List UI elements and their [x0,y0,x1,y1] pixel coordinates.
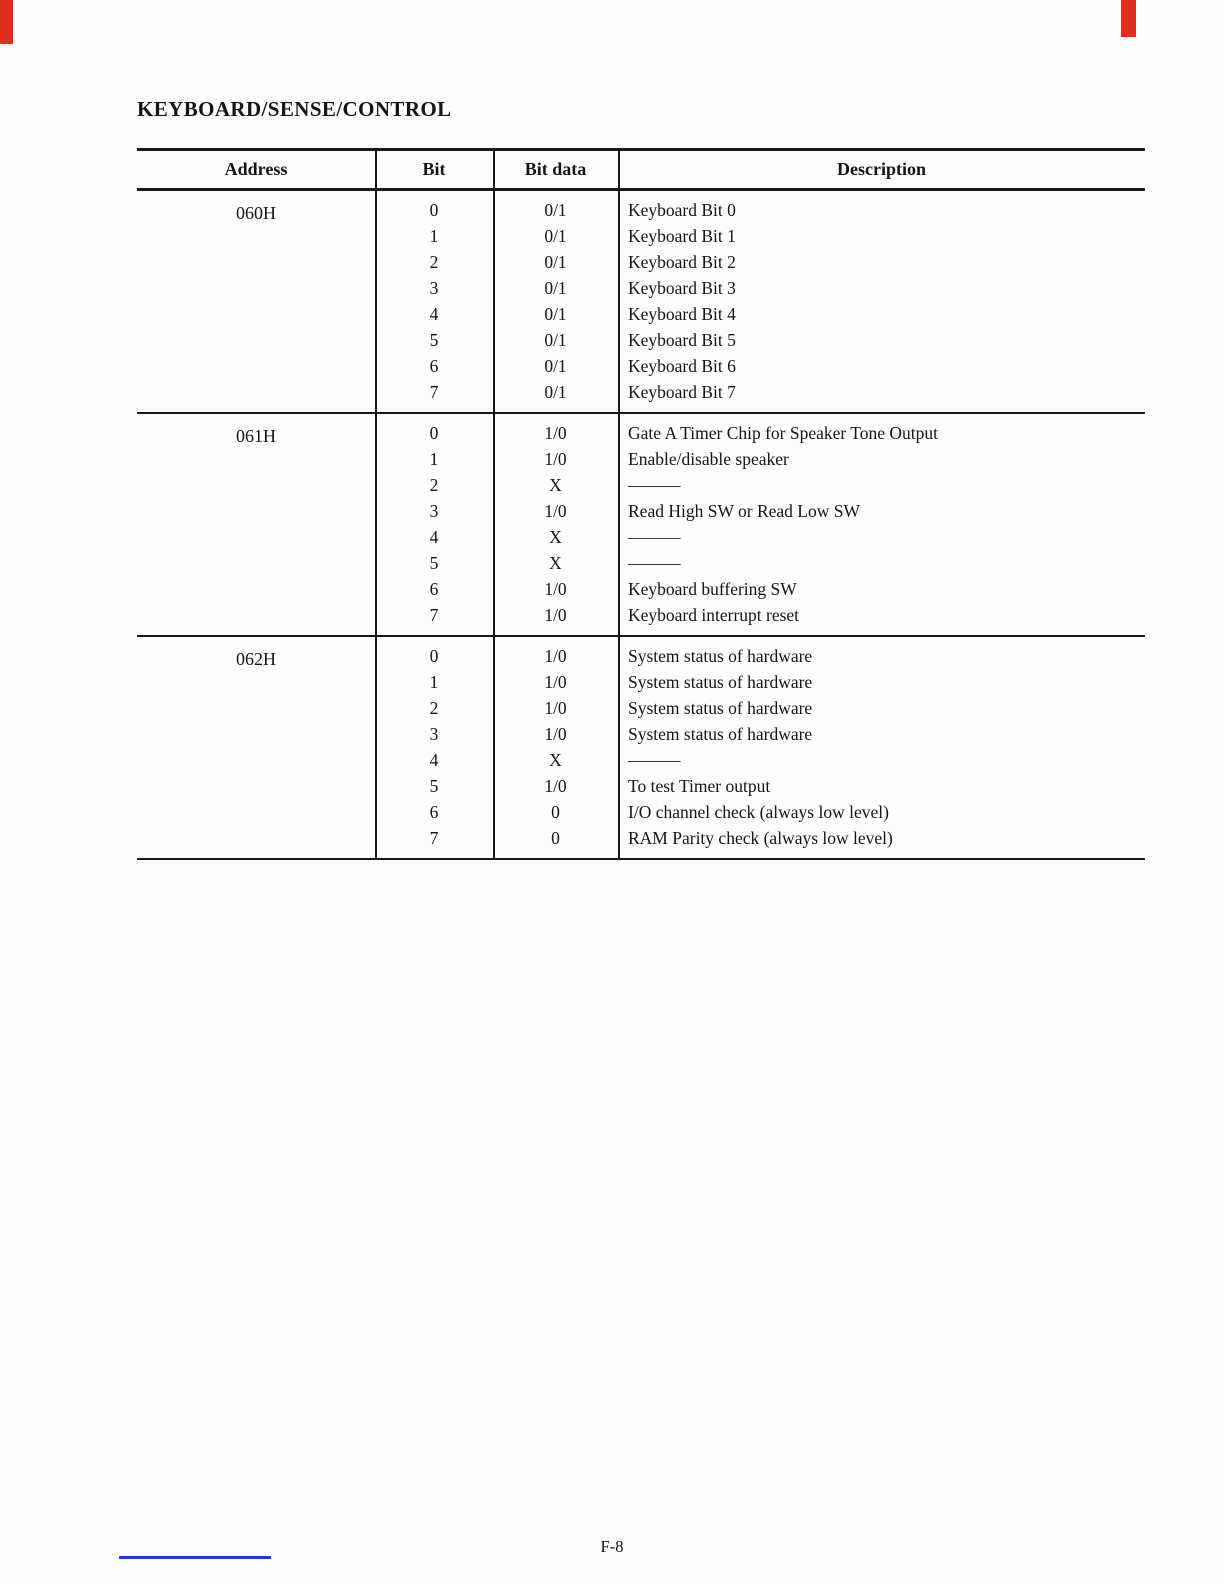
bit-data-cell: 0/1 [544,382,567,402]
bit-data-cell: 1/0 [544,672,567,692]
bit-cell: 1 [429,449,439,469]
column-header-address: Address [224,159,288,179]
table-row [375,353,1145,379]
bit-data-cell: 0/1 [544,278,567,298]
table-row [375,747,1145,773]
group-rows [375,637,1145,858]
bit-cell: 3 [429,501,439,521]
table-group [137,191,1145,414]
column-divider [375,151,377,858]
table-row [375,275,1145,301]
table-group [137,414,1145,637]
bit-cell: 0 [429,200,439,220]
description-cell: Enable/disable speaker [628,449,789,469]
description-cell: Gate A Timer Chip for Speaker Tone Output [628,423,939,443]
description-cell: ——— [628,553,681,573]
description-cell: Keyboard interrupt reset [628,605,800,625]
bit-cell: 0 [429,423,439,443]
bit-data-cell: X [549,553,562,573]
description-cell: To test Timer output [628,776,771,796]
bit-data-cell: 0/1 [544,252,567,272]
bit-data-cell: X [549,527,562,547]
column-divider [618,151,620,858]
bit-data-cell: 0/1 [544,200,567,220]
description-cell: Keyboard Bit 0 [628,200,736,220]
description-cell: Keyboard buffering SW [628,579,797,599]
description-cell: Keyboard Bit 7 [628,382,736,402]
table-row [375,197,1145,223]
description-cell: ——— [628,750,681,770]
bit-cell: 5 [429,776,439,796]
table-row [375,498,1145,524]
description-cell: Read High SW or Read Low SW [628,501,861,521]
table-row [375,643,1145,669]
bit-cell: 1 [429,672,439,692]
table-row [375,420,1145,446]
table-body [137,191,1145,858]
table-row [375,472,1145,498]
scan-mark-top-left [0,0,13,44]
bit-data-cell: 1/0 [544,698,567,718]
group-rows [375,191,1145,412]
bit-cell: 4 [429,304,439,324]
table-row [375,825,1145,851]
table-row [375,695,1145,721]
bit-cell: 3 [429,278,439,298]
bit-data-cell: 0 [551,828,560,848]
blue-underline-mark [119,1556,271,1559]
description-cell: ——— [628,475,681,495]
io-port-table [137,148,1145,860]
table-row [375,223,1145,249]
description-cell: Keyboard Bit 1 [628,226,736,246]
table-row [375,446,1145,472]
table-row [375,576,1145,602]
description-cell: ——— [628,527,681,547]
bit-cell: 0 [429,646,439,666]
bit-data-cell: 0/1 [544,304,567,324]
bit-cell: 7 [429,382,439,402]
description-cell: System status of hardware [628,672,813,692]
description-cell: RAM Parity check (always low level) [628,828,893,848]
description-cell: I/O channel check (always low level) [628,802,889,822]
table-row [375,550,1145,576]
table-row [375,301,1145,327]
bit-data-cell: 1/0 [544,776,567,796]
bit-cell: 2 [429,252,439,272]
bit-data-cell: 1/0 [544,423,567,443]
bit-cell: 2 [429,475,439,495]
description-cell: System status of hardware [628,698,813,718]
address-cell: 062H [236,649,276,669]
table-row [375,799,1145,825]
table-row [375,669,1145,695]
description-cell: Keyboard Bit 4 [628,304,736,324]
bit-data-cell: 1/0 [544,646,567,666]
bit-data-cell: 1/0 [544,501,567,521]
bit-data-cell: 0/1 [544,226,567,246]
column-header-bit-data: Bit data [524,159,587,179]
bit-data-cell: 0 [551,802,560,822]
bit-data-cell: 0/1 [544,330,567,350]
table-row [375,524,1145,550]
description-cell: Keyboard Bit 5 [628,330,736,350]
column-divider [493,151,495,858]
bit-cell: 5 [429,330,439,350]
bit-cell: 3 [429,724,439,744]
column-header-bit: Bit [422,159,446,179]
bit-data-cell: X [549,750,562,770]
page-title: KEYBOARD/SENSE/CONTROL [137,97,452,121]
description-cell: Keyboard Bit 3 [628,278,736,298]
bit-cell: 2 [429,698,439,718]
bit-data-cell: 0/1 [544,356,567,376]
address-cell: 060H [236,203,276,223]
bit-cell: 6 [429,356,439,376]
bit-cell: 7 [429,828,439,848]
bit-cell: 4 [429,527,439,547]
bit-cell: 4 [429,750,439,770]
table-row [375,379,1145,405]
bit-cell: 6 [429,802,439,822]
scan-mark-top-right [1121,0,1136,37]
description-cell: System status of hardware [628,646,813,666]
description-cell: Keyboard Bit 2 [628,252,736,272]
bit-data-cell: 1/0 [544,449,567,469]
table-row [375,773,1145,799]
bit-cell: 6 [429,579,439,599]
bit-data-cell: X [549,475,562,495]
address-cell: 061H [236,426,276,446]
bit-cell: 5 [429,553,439,573]
bit-cell: 1 [429,226,439,246]
table-row [375,249,1145,275]
column-header-description: Description [837,159,926,179]
bit-cell: 7 [429,605,439,625]
table-group [137,637,1145,858]
description-cell: Keyboard Bit 6 [628,356,736,376]
table-header-row [137,151,1145,191]
bit-data-cell: 1/0 [544,605,567,625]
page-number: F-8 [600,1537,624,1556]
bit-data-cell: 1/0 [544,579,567,599]
group-rows [375,414,1145,635]
table-row [375,327,1145,353]
bit-data-cell: 1/0 [544,724,567,744]
table-row [375,602,1145,628]
table-row [375,721,1145,747]
description-cell: System status of hardware [628,724,813,744]
